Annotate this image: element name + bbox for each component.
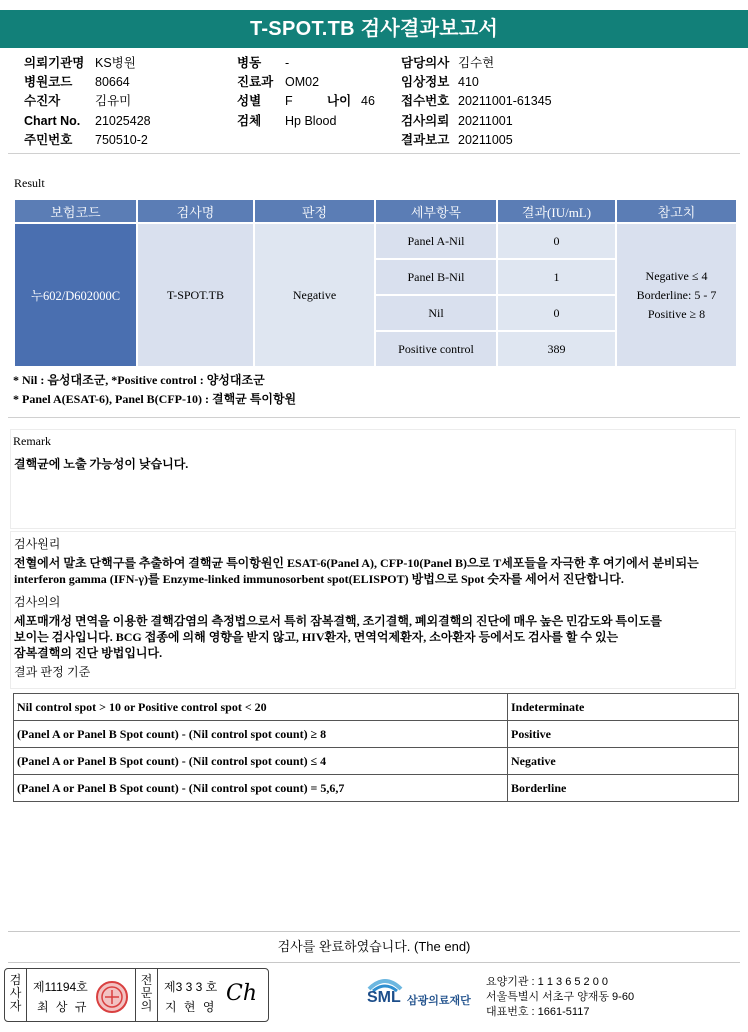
info-label: 접수번호 (401, 94, 450, 109)
info-label: 결과보고 (401, 132, 450, 147)
result-value-cell: 389 (498, 332, 615, 366)
remark-label: Remark (13, 434, 51, 448)
info-value: 20211001-61345 (458, 94, 552, 109)
info-label: Chart No. (24, 113, 81, 128)
header-reference: 참고치 (617, 200, 736, 222)
test-name-cell: T-SPOT.TB (138, 224, 253, 366)
doctor-label-text: 전문의 (140, 973, 153, 1013)
institution-line: 요양기관 : 1 1 3 6 5 2 0 0 (486, 976, 609, 988)
result-header-row (15, 200, 736, 222)
meaning-label: 검사의의 (14, 595, 61, 609)
result-label: Result (14, 176, 45, 190)
header-detail-item: 세부항목 (376, 200, 496, 222)
tester-name: 최 상 규 (37, 1000, 89, 1014)
principle-label: 검사원리 (14, 537, 61, 551)
info-label: 수진자 (24, 94, 61, 109)
detail-item-cell: Panel A-Nil (376, 224, 496, 258)
info-label: 병원코드 (24, 75, 73, 90)
logo-text: SML (367, 989, 401, 1006)
reference-line: Borderline: 5 - 7 (636, 287, 717, 302)
judgement-cell: Negative (255, 224, 374, 366)
criteria-condition: (Panel A or Panel B Spot count) - (Nil control spot count) ≥ 8 (14, 721, 508, 748)
patient-info-left (24, 54, 151, 150)
reference-line: Negative ≤ 4 (645, 268, 708, 283)
doctor-number: 제3 3 3 호 (164, 980, 218, 994)
report-title: T-SPOT.TB 검사결과보고서 (0, 10, 748, 48)
info-value: - (285, 56, 290, 70)
table-row (14, 748, 739, 775)
criteria-condition: Nil control spot > 10 or Positive control spot < 20 (14, 694, 508, 721)
criteria-label: 결과 판정 기준 (14, 665, 91, 679)
tester-label (5, 969, 27, 1021)
info-value: 김수현 (458, 56, 495, 70)
info-label: 검사의뢰 (401, 113, 450, 128)
divider (8, 417, 740, 418)
table-row (14, 775, 739, 802)
remark-text: 결핵균에 노출 가능성이 낮습니다. (14, 457, 189, 471)
info-value: 20211005 (458, 132, 513, 147)
table-row (14, 721, 739, 748)
info-value: KS병원 (95, 56, 136, 70)
detail-item-cell: Positive control (376, 332, 496, 366)
institution-line: 서울특별시 서초구 양재동 9-60 (486, 991, 635, 1003)
principle-text: 전혈에서 말초 단핵구를 추출하여 결핵균 특이항원인 ESAT-6(Panel A), CFP-10(Panel B)으로 T세포들을 자극한 후 여기에서 분비되는 (14, 556, 699, 570)
criteria-table (13, 693, 739, 802)
info-label: 진료과 (237, 75, 274, 90)
age-label: 나이 (327, 94, 352, 109)
divider (8, 962, 740, 963)
criteria-result: Borderline (508, 775, 739, 802)
divider (8, 153, 740, 154)
meaning-text: 보이는 검사입니다. BCG 접종에 의해 영향을 받지 않고, HIV환자, 면역억제환자, 소아환자 등에서도 검사를 할 수 있는 (14, 630, 619, 644)
info-label: 성별 (237, 94, 262, 109)
reference-line: Positive ≥ 8 (647, 306, 706, 321)
institution-info (486, 975, 634, 1020)
table-row (14, 694, 739, 721)
tester-label-text: 검사자 (9, 973, 22, 1013)
info-value: OM02 (285, 75, 320, 90)
sml-logo (365, 975, 475, 1015)
info-label: 검체 (237, 113, 262, 128)
end-text: 검사를 완료하였습니다. (The end) (277, 939, 471, 954)
info-value: 김유미 (95, 94, 132, 109)
insurance-code-cell: 누602/D602000C (15, 224, 136, 366)
criteria-result: Negative (508, 748, 739, 775)
criteria-result: Positive (508, 721, 739, 748)
info-value: 21025428 (95, 113, 151, 128)
patient-info-middle (237, 54, 375, 131)
divider (8, 931, 740, 932)
result-value-cell: 1 (498, 260, 615, 294)
seal-icon (94, 979, 130, 1015)
info-value: 80664 (95, 75, 130, 90)
meaning-text: 잠복결핵의 진단 방법입니다. (14, 646, 163, 660)
header-result: 결과(IU/mL) (498, 200, 615, 222)
info-label: 담당의사 (401, 56, 450, 70)
patient-info-right (401, 54, 552, 150)
result-table (13, 198, 738, 368)
meaning-text: 세포매개성 면역을 이용한 결핵감염의 측정법으로서 특히 잠복결핵, 조기결핵, 폐외결핵의 진단에 매우 높은 민감도와 특이도를 (14, 614, 662, 628)
criteria-condition: (Panel A or Panel B Spot count) - (Nil control spot count) = 5,6,7 (14, 775, 508, 802)
info-value: Hp Blood (285, 113, 337, 128)
header-insurance-code: 보험코드 (15, 200, 136, 222)
doctor-name: 지 현 영 (165, 1000, 217, 1014)
info-value: 20211001 (458, 113, 513, 128)
institution-line: 대표번호 : 1661-5117 (486, 1006, 590, 1018)
footnote: * Nil : 음성대조군, *Positive control : 양성대조군 (13, 373, 265, 387)
reference-cell (617, 224, 736, 366)
logo-name: 삼광의료재단 (407, 995, 471, 1007)
doctor-signature: Ch (226, 981, 258, 1006)
age-value: 46 (361, 94, 375, 109)
info-label: 의뢰기관명 (24, 56, 85, 70)
info-value: 410 (458, 75, 479, 90)
table-row (15, 224, 736, 258)
info-label: 임상정보 (401, 75, 450, 90)
info-value: F (285, 94, 293, 109)
detail-item-cell: Panel B-Nil (376, 260, 496, 294)
criteria-result: Indeterminate (508, 694, 739, 721)
info-label: 병동 (237, 56, 262, 70)
header-judgement: 판정 (255, 200, 374, 222)
info-value: 750510-2 (95, 132, 148, 147)
doctor-label (136, 969, 158, 1021)
header-test-name: 검사명 (138, 200, 253, 222)
signature-box (4, 968, 269, 1022)
principle-text: interferon gamma (IFN-γ)를 Enzyme-linked immunosorbent spot(ELISPOT) 방법으로 Spot 숫자를 세어서 진단합니다. (14, 572, 624, 586)
tester-number: 제11194호 (33, 980, 88, 994)
detail-item-cell: Nil (376, 296, 496, 330)
criteria-condition: (Panel A or Panel B Spot count) - (Nil control spot count) ≤ 4 (14, 748, 508, 775)
info-label: 주민번호 (24, 132, 73, 147)
result-value-cell: 0 (498, 296, 615, 330)
footnote: * Panel A(ESAT-6), Panel B(CFP-10) : 결핵균 특이항원 (13, 392, 297, 406)
result-value-cell: 0 (498, 224, 615, 258)
remark-box (10, 429, 736, 529)
